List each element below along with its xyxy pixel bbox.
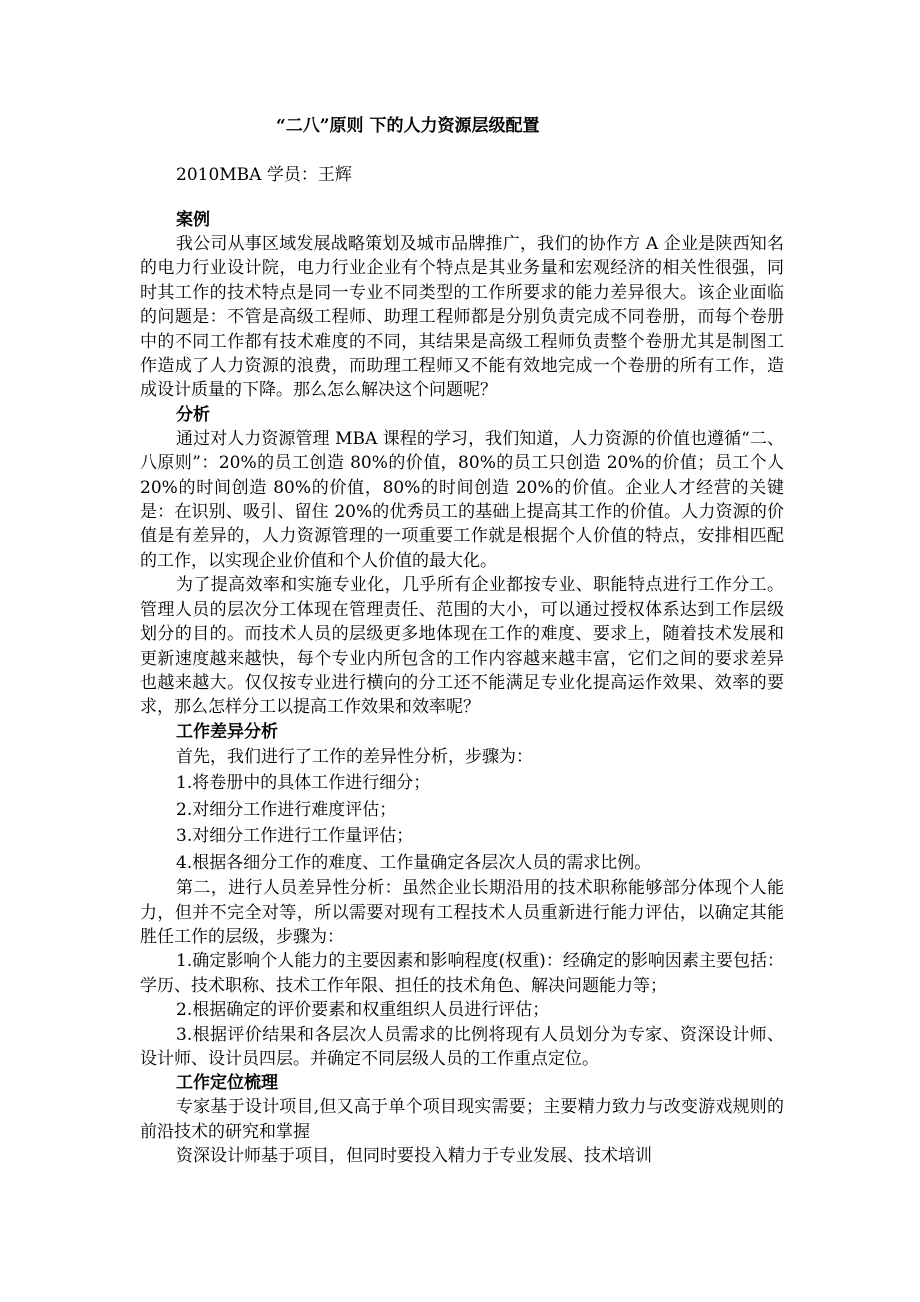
step-item: 4.根据各细分工作的难度、工作量确定各层次人员的需求比例。 <box>176 852 652 873</box>
step-item: 2.对细分工作进行难度评估； <box>176 799 397 820</box>
paragraph: 首先，我们进行了工作的差异性分析，步骤为： <box>176 746 533 767</box>
section-heading-work-positioning: 工作定位梳理 <box>176 1073 278 1094</box>
section-heading-work-difference: 工作差异分析 <box>176 721 278 742</box>
step-item: 3.对细分工作进行工作量评估； <box>176 826 414 847</box>
author-line: 2010MBA 学员：王辉 <box>176 165 352 185</box>
document-body <box>140 112 784 1169</box>
paragraph: 2.根据确定的评价要素和权重组织人员进行评估； <box>176 1000 550 1021</box>
section-heading-case: 案例 <box>176 210 210 230</box>
paragraph: 1.确定影响个人能力的主要因素和影响程度(权重)：经确定的影响因素主要包括：学历、技术职称、技术工作年限、担任的技术角色、解决问题能力等； <box>140 951 784 996</box>
paragraph: 3.根据评价结果和各层次人员需求的比例将现有人员划分为专家、资深设计师、设计师、设计员四层。并确定不同层级人员的工作重点定位。 <box>140 1024 784 1070</box>
paragraph: 我公司从事区域发展战略策划及城市品牌推广，我们的协作方 A 企业是陕西知名的电力行业设计院，电力行业企业有个特点是其业务量和宏观经济的相关性很强，同时其工作的技术特点是同一专业不同类型的工作所要求的能力差异很大。该企业面临的问题是：不管是高级工程师、助理工程师都是分别负责完成不同卷册，而每个卷册中的不同工作都有技术难度的不同，其结果是高级工程师负责整个卷册尤其是制图工作造成了人力资源的浪费，而助理工程师又不能有效地完成一个卷册的所有工作，造成设计质量的下降。那么怎么解决这个问题呢？ <box>140 234 784 401</box>
paragraph: 专家基于设计项目,但又高于单个项目现实需要；主要精力致力与改变游戏规则的前沿技术的研究和掌握 <box>140 1097 784 1142</box>
section-heading-analysis: 分析 <box>176 404 210 425</box>
document-title: “二八”原则 下的人力资源层级配置 <box>276 116 540 136</box>
paragraph: 第二，进行人员差异性分析：虽然企业长期沿用的技术职称能够部分体现个人能力，但并不完全对等，所以需要对现有工程技术人员重新进行能力评估，以确定其能胜任工作的层级，步骤为： <box>140 878 784 948</box>
paragraph: 通过对人力资源管理 MBA 课程的学习，我们知道，人力资源的价值也遵循“二、八原则”：20%的员工创造 80%的价值，80%的员工只创造 20%的价值；员工个人 20%的时间创造 80%的价值，80%的时间创造 20%的价值。企业人才经营的关键是：在识别、吸引、留住 20%的优秀员工的基础上提高其工作的价值。人力资源的价值是有差异的，人力资源管理的一项重要工作就是根据个人价值的特点，安排相匹配的工作，以实现企业价值和个人价值的最大化。 <box>140 428 784 571</box>
paragraph: 资深设计师基于项目，但同时要投入精力于专业发展、技术培训 <box>176 1146 652 1167</box>
step-item: 1.将卷册中的具体工作进行细分； <box>176 773 431 794</box>
paragraph: 为了提高效率和实施专业化，几乎所有企业都按专业、职能特点进行工作分工。管理人员的层次分工体现在管理责任、范围的大小，可以通过授权体系达到工作层级划分的目的。而技术人员的层级更多地体现在工作的难度、要求上，随着技术发展和更新速度越来越快，每个专业内所包含的工作内容越来越丰富，它们之间的要求差异也越来越大。仅仅按专业进行横向的分工还不能满足专业化提高运作效果、效率的要求，那么怎样分工以提高工作效果和效率呢？ <box>140 575 784 718</box>
